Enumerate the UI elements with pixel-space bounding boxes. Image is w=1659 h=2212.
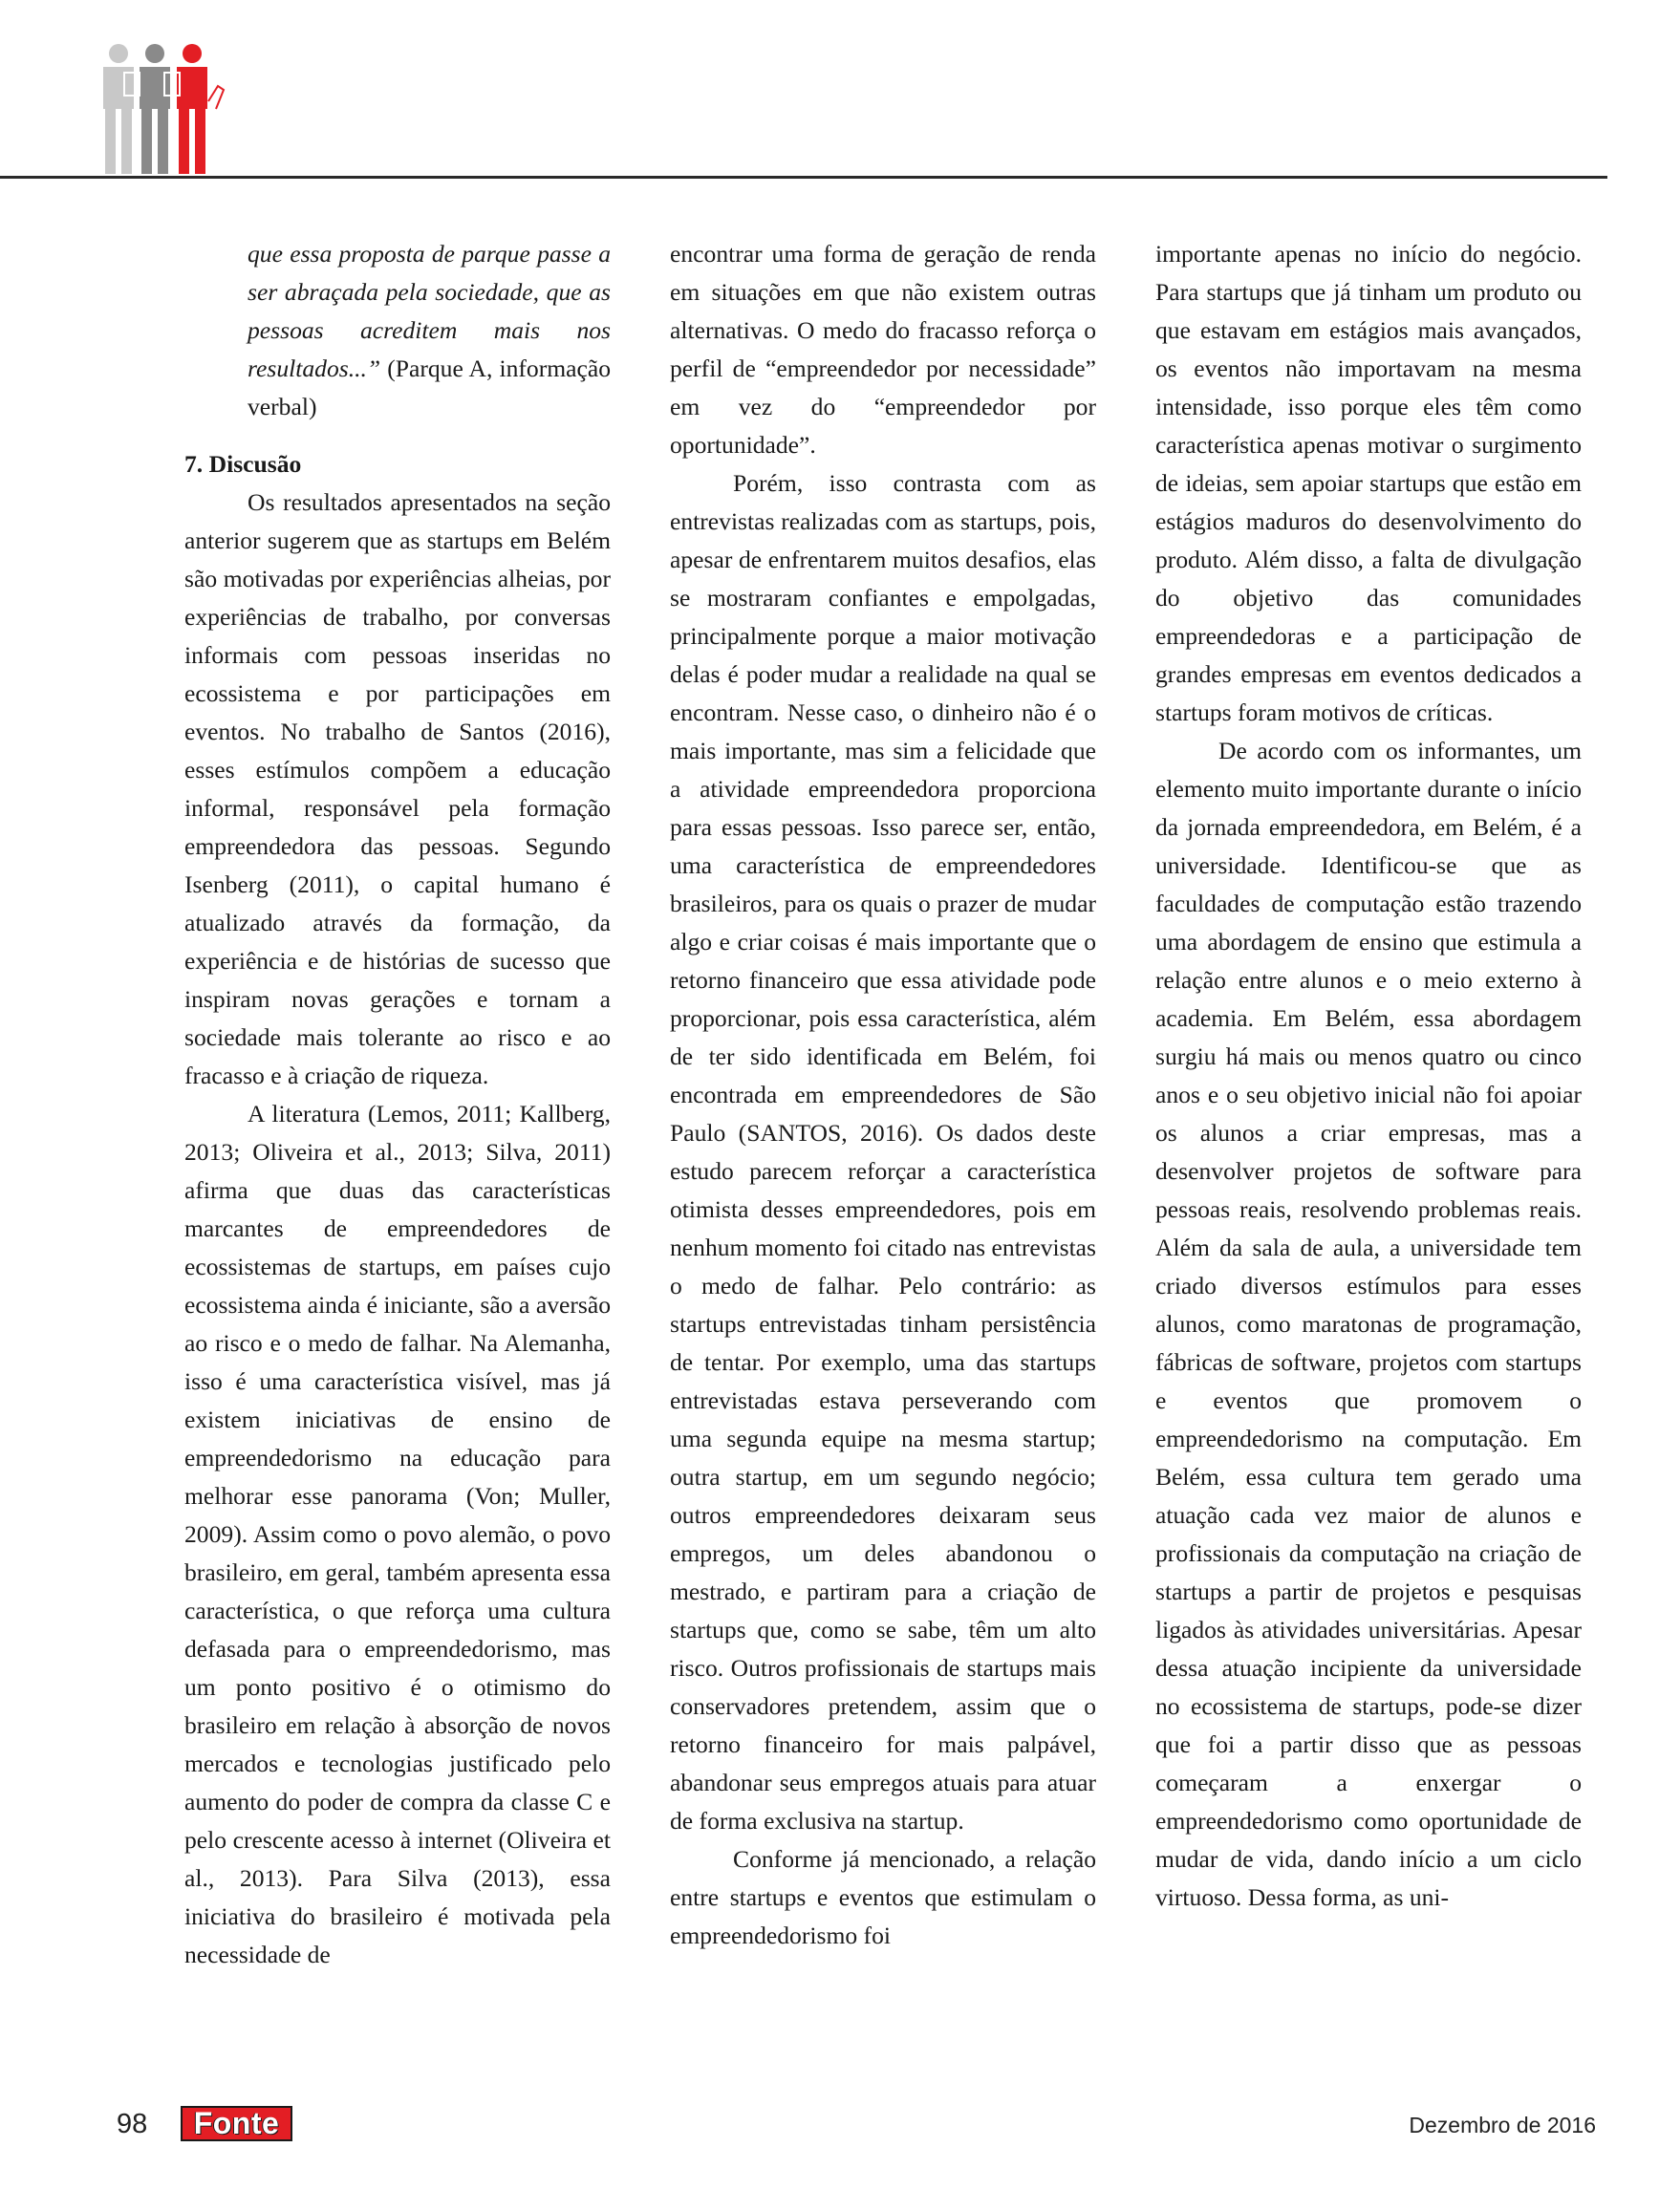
paragraph: A literatura (Lemos, 2011; Kallberg, 2013; Oliveira et al., 2013; Silva, 2011) afirma que duas das características marcantes de empreendedores de ecossistemas de startups, em países cujo ecossistema ainda é iniciante, são a aversão ao risco e o medo de falhar. Na Alemanha, isso é uma característica visível, mas já existem iniciativas de ensino de empreendedorismo na educação para melhorar esse panorama (Von; Muller, 2009). Assim como o povo alemão, o povo brasileiro, em geral, também apresenta essa característica, o que reforça uma cultura defasada para o empreendedorismo, mas um ponto positivo é o otimismo do brasileiro em relação à absorção de novos mercados e tecnologias justificado pelo aumento do poder de compra da classe C e pelo crescente acesso à internet (Oliveira et al., 2013). Para Silva (2013), essa iniciativa do brasileiro é motivada pela necessidade de: [184, 1100, 611, 1968]
paragraph: Os resultados apresentados na seção anterior sugerem que as startups em Belém são motivadas por experiências alheias, por experiências de trabalho, por conversas informais com pessoas inseridas no ecossistema e por participações em eventos. No trabalho de Santos (2016), esses estímulos compõem a educação informal, responsável pela formação empreendedora das pessoas. Segundo Isenberg (2011), o capital humano é atualizado através da formação, da experiência e de histórias de sucesso que inspiram novas gerações e tornam a sociedade mais tolerante ao risco e ao fracasso e à criação de riqueza.: [184, 488, 611, 1089]
paragraph: Porém, isso contrasta com as entrevistas realizadas com as startups, pois, apesar de enfrentarem muitos desafios, elas se mostraram confiantes e empolgadas, principalmente porque a maior motivação delas é poder mudar a realidade na qual se encontram. Nesse caso, o dinheiro não é o mais importante, mas sim a felicidade que a atividade empreendedora proporciona para essas pessoas. Isso parece ser, então, uma característica de empreendedores brasileiros, para os quais o prazer de mudar algo e criar coisas é mais importante que o retorno financeiro que essa atividade pode proporcionar, pois essa característica, além de ter sido identificada em Belém, foi encontrada em empreendedores de São Paulo (SANTOS, 2016). Os dados deste estudo parecem reforçar a característica otimista desses empreendedores, pois em nenhum momento foi citado nas entrevistas o medo de falhar. Pelo contrário: as startups entrevistadas tinham persistência de tentar. Por exemplo, uma das startups entrevistadas estava perseverando com uma segunda equipe na mesma startup; outra startup, em um segundo negócio; outros empreendedores deixaram seus empregos, um deles abandonou o mestrado, e partiram para a criação de startups que, como se sabe, têm um alto risco. Outros profissionais de startups mais conservadores pretendem, assim que o retorno financeiro for mais palpável, abandonar seus empregos atuais para atuar de forma exclusiva na startup.: [670, 469, 1096, 1835]
column-2: [670, 235, 1096, 1955]
section-heading: 7. Discusão: [184, 450, 302, 478]
paragraph: encontrar uma forma de geração de renda em situações em que não existem outras alternativas. O medo do fracasso reforça o perfil de “empreendedor por necessidade” em vez do “empreendedor por oportunidade”.: [670, 240, 1096, 459]
issue-date: Dezembro de 2016: [1409, 2113, 1596, 2137]
magazine-logo: Fonte: [181, 2106, 292, 2141]
header-rule: [0, 176, 1607, 179]
column-1: [184, 235, 611, 1974]
people-figures-icon: [96, 42, 239, 176]
page-number: 98: [117, 2109, 148, 2139]
paragraph: Conforme já mencionado, a relação entre startups e eventos que estimulam o empreendedorismo foi: [670, 1845, 1096, 1949]
column-3: [1155, 235, 1582, 1917]
quote-source: (Parque A, informação verbal): [248, 354, 611, 420]
quote-block: [184, 235, 611, 426]
quote-text: que essa proposta de parque passe a ser abraçada pela sociedade, que as pessoas acreditem mais nos resultados...”: [248, 240, 611, 382]
paragraph: importante apenas no início do negócio. Para startups que já tinham um produto ou que estavam em estágios mais avançados, os eventos não importavam na mesma intensidade, isso porque eles têm como característica apenas motivar o surgimento de ideias, sem apoiar startups que estão em estágios maduros do desenvolvimento do produto. Além disso, a falta de divulgação do objetivo das comunidades empreendedoras e a participação de grandes empresas em eventos dedicados a startups foram motivos de críticas.: [1155, 240, 1582, 726]
paragraph: De acordo com os informantes, um elemento muito importante durante o início da jornada empreendedora, em Belém, é a universidade. Identificou-se que as faculdades de computação estão trazendo uma abordagem de ensino que estimula a relação entre alunos e o meio externo à academia. Em Belém, essa abordagem surgiu há mais ou menos quatro ou cinco anos e o seu objetivo inicial não foi apoiar os alunos a criar empresas, mas a desenvolver projetos de software para pessoas reais, resolvendo problemas reais. Além da sala de aula, a universidade tem criado diversos estímulos para esses alunos, como maratonas de programação, fábricas de software, projetos com startups e eventos que promovem o empreendedorismo na computação. Em Belém, essa cultura tem gerado uma atuação cada vez maior de alunos e profissionais da computação na criação de startups a partir de projetos e pesquisas ligados às atividades universitárias. Apesar dessa atuação incipiente da universidade no ecossistema de startups, pode-se dizer que foi a partir disso que as pessoas começaram a enxergar o empreendedorismo como oportunidade de mudar de vida, dando início a um ciclo virtuoso. Dessa forma, as uni-: [1155, 737, 1582, 1911]
